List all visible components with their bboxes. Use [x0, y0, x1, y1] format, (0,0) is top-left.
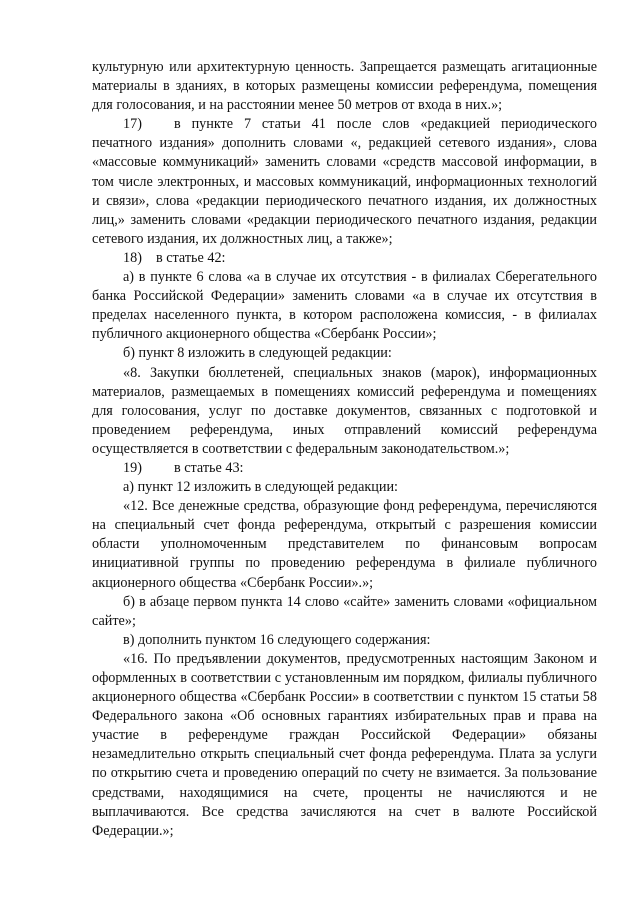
subitem-19a: а) пункт 12 изложить в следующей редакции: [123, 479, 398, 496]
quoted-point-8: «8. Закупки бюллетеней, специальных знаков (марок), информационных материалов, размещаемых в помещениях комиссий референдума и помещениях для голосования, услуг по доставке документов, связанных с подготовкой и проведением референдума, иных отправлений комиссий референдума осуществляется в соответствии с федеральным законодательством.»; [92, 364, 597, 457]
item-text: в пункте 7 статьи 41 после слов «редакцией периодического печатного издания» дополнить словами «, редакцией сетевого издания», слова «массовые коммуникаций» заменить словами «средств массовой информации, в том числе электронных, и массовых коммуникаций, информационных технологий и связи», слова «редакции периодического печатного издания, их должностных лиц,» заменить словами «редакции периодического печатного издания, редакции сетевого издания, их должностных лиц, а также»; [92, 116, 597, 247]
item-text: в статье 42: [156, 249, 226, 266]
quoted-point-12: «12. Все денежные средства, образующие фонд референдума, перечисляются на специальный счет фонда референдума, открытый с разрешения комиссии области уполномоченным представителем по финансовым вопросам инициативной группы по проведению референдума в филиале публичного акционерного общества «Сбербанк России».»; [92, 498, 597, 591]
subitem-18b: б) пункт 8 изложить в следующей редакции: [123, 345, 392, 362]
item-number: 18) [123, 249, 142, 266]
item-number: 17) [123, 116, 142, 133]
quoted-point-16: «16. По предъявлении документов, предусмотренных настоящим Законом и оформленных в соответствии с установленным им порядком, филиалы публичного акционерного общества «Сбербанк России» в соответствии с пунктом 15 статьи 58 Федерального закона «Об основных гарантиях избирательных прав и права на участие в референдуме граждан Российской Федерации» обязаны незамедлительно открыть специальный счет фонда референдума. Плата за услуги по открытию счета и проведению операций по счету не взимается. За пользование средствами, находящимися на счете, проценты не начисляются и не выплачиваются. Все средства зачисляются на счет в валюте Российской Федерации.»; [92, 650, 597, 839]
subitem-19b: б) в абзаце первом пункта 14 слово «сайте» заменить словами «официальном сайте»; [92, 593, 597, 629]
subitem-18a: а) в пункте 6 слова «а в случае их отсутствия - в филиалах Сберегательного банка Российской Федерации» заменить словами «а в случае их отсутствия в пределах населенного пункта, в котором расположена комиссия, - в филиалах публичного акционерного общества «Сбербанк России»; [92, 269, 597, 343]
item-19 [92, 459, 597, 478]
item-17 [92, 115, 597, 249]
item-number: 19) [123, 459, 142, 476]
subitem-19v: в) дополнить пунктом 16 следующего содержания: [123, 631, 431, 648]
item-18 [92, 249, 597, 268]
paragraph-continuation: культурную или архитектурную ценность. Запрещается размещать агитационные материалы в зданиях, в которых размещены комиссии референдума, помещения для голосования, и на расстоянии менее 50 метров от входа в них.»; [92, 59, 597, 114]
item-text: в статье 43: [174, 459, 244, 476]
